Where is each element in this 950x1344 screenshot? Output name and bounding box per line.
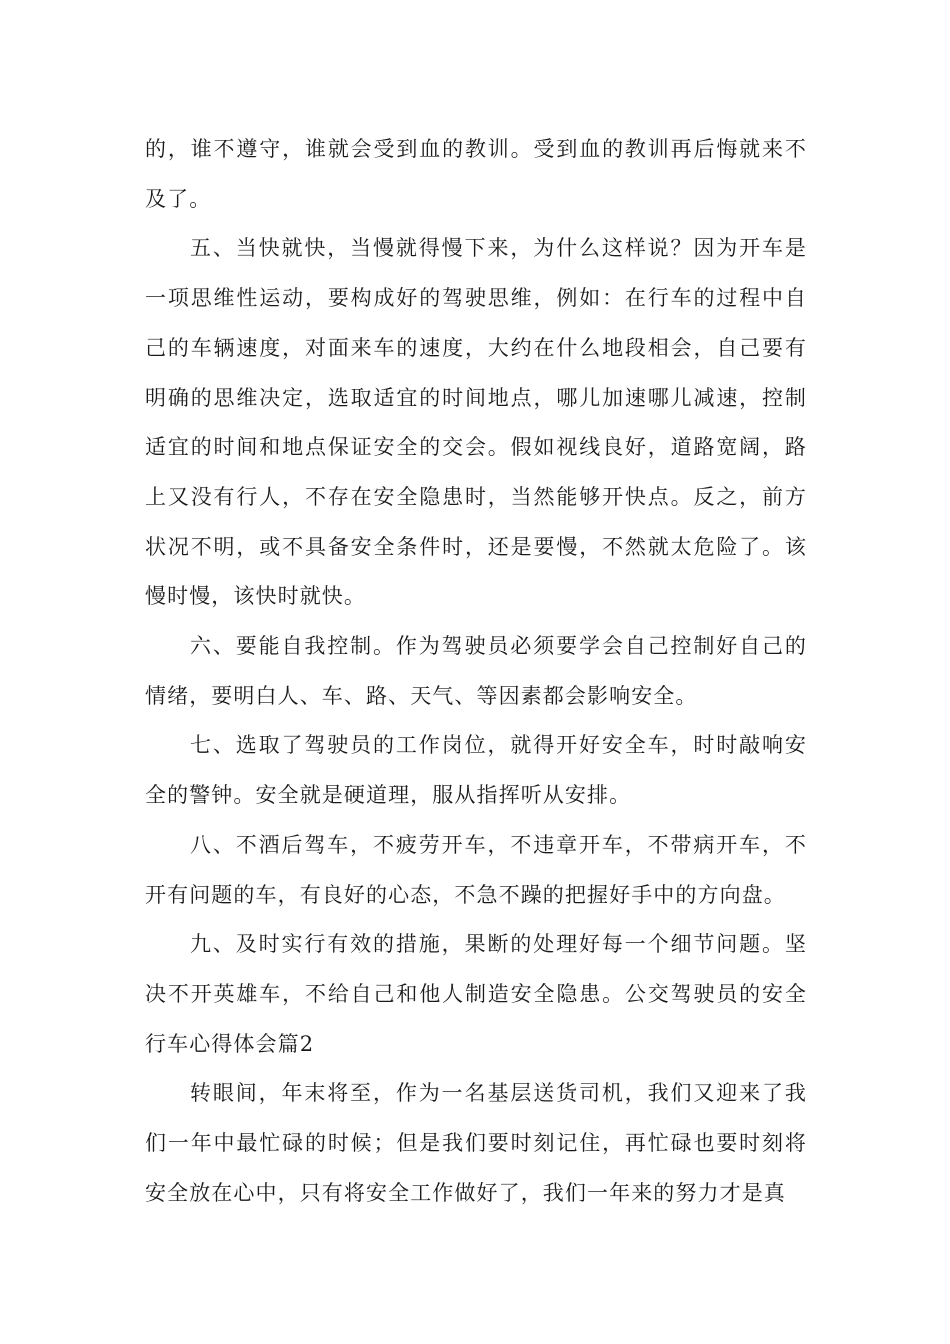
paragraph-item-5: 五、当快就快，当慢就得慢下来，为什么这样说？因为开车是一项思维性运动，要构成好的驾驶思维，例如：在行车的过程中自己的车辆速度，对面来车的速度，大约在什么地段相会，自己要有明确的思维决定，选取适宜的时间地点，哪儿加速哪儿减速，控制适宜的时间和地点保证安全的交会。假如视线良好，道路宽阔，路上又没有行人，不存在安全隐患时，当然能够开快点。反之，前方状况不明，或不具备安全条件时，还是要慢，不然就太危险了。该慢时慢，该快时就快。 [145,236,807,609]
paragraph-item-7: 七、选取了驾驶员的工作岗位，就得开好安全车，时时敲响安全的警钟。安全就是硬道理，服从指挥听从安排。 [145,733,807,808]
paragraph-item-8: 八、不酒后驾车，不疲劳开车，不违章开车，不带病开车，不开有问题的车，有良好的心态，不急不躁的把握好手中的方向盘。 [145,832,807,907]
document-body [145,125,807,1218]
paragraph-article-2-intro: 转眼间，年末将至，作为一名基层送货司机，我们又迎来了我们一年中最忙碌的时候；但是我们要时刻记住，再忙碌也要时刻将安全放在心中，只有将安全工作做好了，我们一年来的努力才是真 [145,1081,807,1205]
paragraph-item-9: 九、及时实行有效的措施，果断的处理好每一个细节问题。坚决不开英雄车，不给自己和他人制造安全隐患。公交驾驶员的安全行车心得体会篇2 [145,932,807,1056]
paragraph-item-6: 六、要能自我控制。作为驾驶员必须要学会自己控制好自己的情绪，要明白人、车、路、天气、等因素都会影响安全。 [145,634,807,708]
paragraph-continuation: 的，谁不遵守，谁就会受到血的教训。受到血的教训再后悔就来不及了。 [145,137,807,211]
